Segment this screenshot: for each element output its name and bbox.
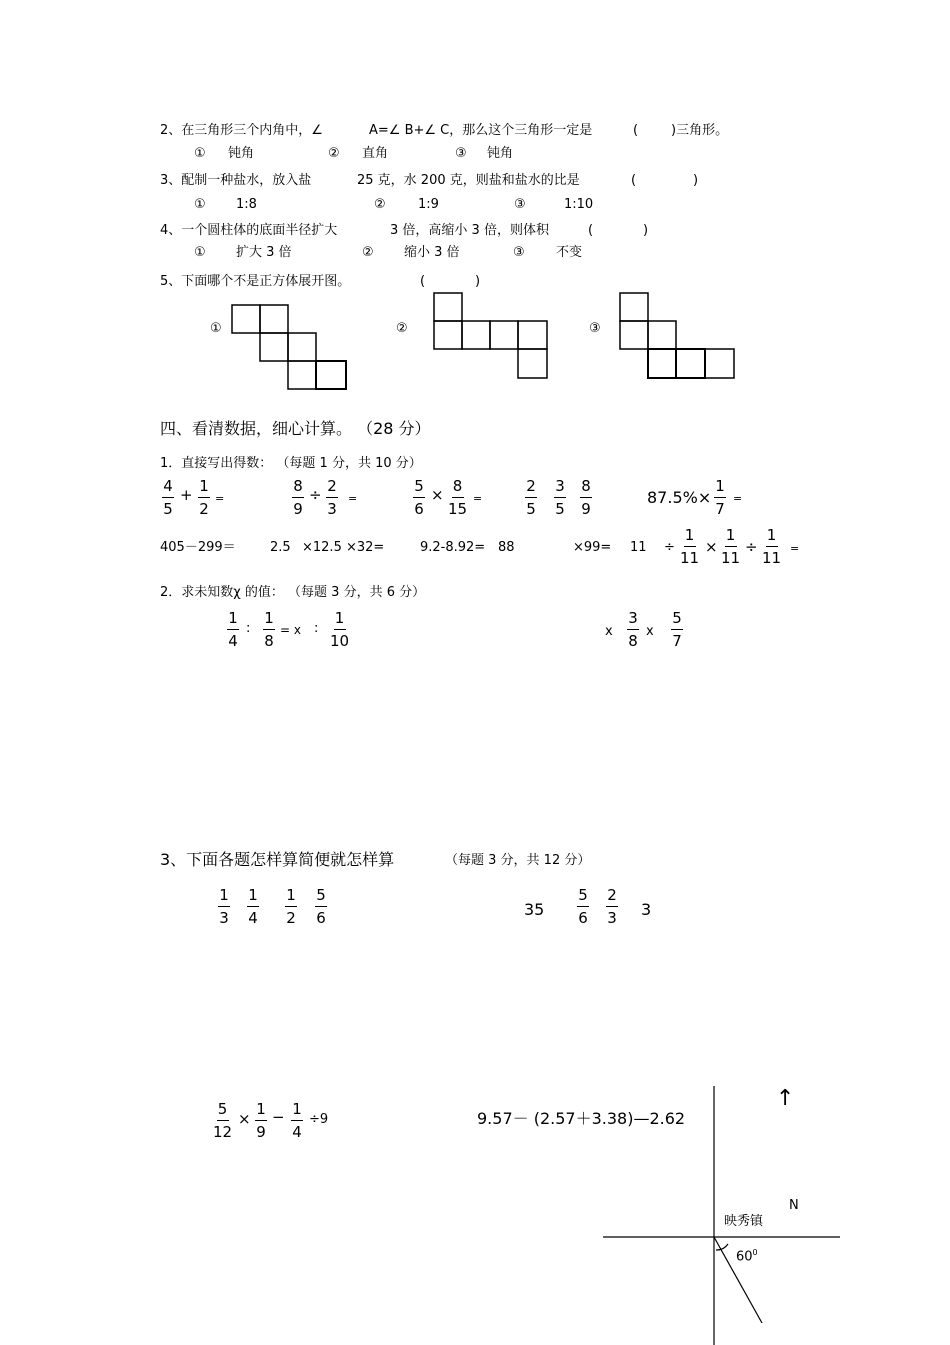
cube-net-2 xyxy=(434,293,547,378)
cube-net-3 xyxy=(620,293,734,378)
part-2-title: 2．求未知数χ 的值： （每题 3 分，共 6 分） xyxy=(160,585,426,600)
variable-x: x xyxy=(605,624,613,639)
expr-11: 11 xyxy=(630,540,647,555)
q2-option-2: 直角 xyxy=(362,146,389,161)
q4-option-2-mark: ② xyxy=(362,245,374,260)
q4-text: 4、一个圆柱体的底面半径扩大 xyxy=(160,223,338,238)
fraction: $\frac{1}{11}$ xyxy=(721,526,741,567)
part-3-title: 3、下面各题怎样算简便就怎样算 xyxy=(160,850,395,869)
fraction: $\frac{5}{6}$ xyxy=(316,886,326,927)
fraction: $\frac{1}{2}$ xyxy=(286,886,296,927)
expr-subtraction: 405－299＝ xyxy=(160,540,236,555)
q3-option-1: 1:8 xyxy=(236,197,257,212)
ratio-colon: : xyxy=(246,621,251,636)
expr-88: 88 xyxy=(498,540,515,555)
q3-option-2: 1:9 xyxy=(418,197,439,212)
fraction: $\frac{1}{9}$ xyxy=(256,1100,266,1141)
q3-option-3: 1:10 xyxy=(564,197,594,212)
net-label-3: ③ xyxy=(589,321,601,336)
variable-x: x xyxy=(646,624,654,639)
fraction: $\frac{2}{3}$ xyxy=(327,477,337,518)
fraction: $\frac{8}{9}$ xyxy=(581,477,591,518)
north-label: N xyxy=(789,1198,799,1213)
fraction: $\frac{1}{4}$ xyxy=(292,1100,302,1141)
equals-x: = x xyxy=(280,623,301,637)
q3-option-3-mark: ③ xyxy=(514,197,526,212)
net-label-1: ① xyxy=(210,321,222,336)
fraction: $\frac{3}{5}$ xyxy=(555,477,565,518)
fraction: $\frac{2}{3}$ xyxy=(607,886,617,927)
expr-num: 2.5 xyxy=(270,540,291,555)
net-label-2: ② xyxy=(396,321,408,336)
q4-option-3: 不变 xyxy=(556,245,583,260)
fraction: $\frac{1}{4}$ xyxy=(228,609,238,650)
minus-sign: − xyxy=(272,1108,285,1126)
q4-option-2: 缩小 3 倍 xyxy=(404,245,460,260)
q2-option-3-mark: ③ xyxy=(455,146,467,161)
q3-option-2-mark: ② xyxy=(374,197,386,212)
q4-option-3-mark: ③ xyxy=(513,245,525,260)
q5-text: 5、下面哪个不是正方体展开图。 xyxy=(160,274,351,289)
q4-paren-open: ( xyxy=(588,223,594,238)
number-35: 35 xyxy=(524,900,545,919)
q3-text-b: 25 克，水 200 克，则盐和盐水的比是 xyxy=(357,173,580,188)
expr-times-99: ×99= xyxy=(573,540,612,555)
equals-sign: = xyxy=(790,542,800,555)
divide-sign: ÷ xyxy=(745,538,758,556)
fraction: $\frac{1}{11}$ xyxy=(762,526,782,567)
fraction: $\frac{8}{9}$ xyxy=(293,477,303,518)
part-1-title: 1．直接写出得数： （每题 1 分，共 10 分） xyxy=(160,456,422,471)
q2-paren-open: ( xyxy=(633,123,639,138)
times-sign: × xyxy=(431,486,444,504)
q3-paren-open: ( xyxy=(631,173,637,188)
equals-sign: = xyxy=(215,492,225,505)
fraction: $\frac{1}{11}$ xyxy=(680,526,700,567)
town-label: 映秀镇 xyxy=(724,1214,764,1229)
ratio-colon: : xyxy=(314,621,319,636)
times-sign: × xyxy=(705,538,718,556)
percent-expression: 87.5%× xyxy=(647,488,712,507)
q2-option-2-mark: ② xyxy=(328,146,340,161)
times-sign: × xyxy=(238,1110,251,1128)
expr-divide: ÷ xyxy=(664,540,675,555)
divide-9: ÷9 xyxy=(309,1112,329,1127)
fraction: $\frac{2}{5}$ xyxy=(526,477,536,518)
q5-paren-close: ) xyxy=(475,274,481,289)
divide-sign: ÷ xyxy=(309,486,322,504)
north-arrow-icon: ↑ xyxy=(776,1086,795,1111)
fraction: $\frac{5}{6}$ xyxy=(578,886,588,927)
fraction: $\frac{4}{5}$ xyxy=(163,477,173,518)
fraction: $\frac{5}{12}$ xyxy=(213,1100,233,1141)
section-4-title: 四、看清数据，细心计算。 （28 分） xyxy=(160,419,431,438)
q4-paren-close: ) xyxy=(643,223,649,238)
q3-text: 3、配制一种盐水，放入盐 xyxy=(160,173,312,188)
fraction: $\frac{1}{7}$ xyxy=(715,477,725,518)
equals-sign: = xyxy=(348,492,358,505)
fraction: $\frac{1}{4}$ xyxy=(248,886,258,927)
q3-option-1-mark: ① xyxy=(194,197,206,212)
q2-option-1: 钝角 xyxy=(228,146,255,161)
equals-sign: = xyxy=(473,492,483,505)
fraction: $\frac{8}{15}$ xyxy=(448,477,468,518)
fraction: $\frac{3}{8}$ xyxy=(628,609,638,650)
q5-paren-open: ( xyxy=(420,274,426,289)
q4-text-b: 3 倍，高缩小 3 倍，则体积 xyxy=(390,223,549,238)
number-3: 3 xyxy=(641,900,652,919)
expr-multiply: ×12.5 ×32= xyxy=(302,540,385,555)
plus-sign: + xyxy=(180,486,193,504)
expr-decimal: 9.2-8.92= xyxy=(420,540,486,555)
q2-text-b: A=∠ B+∠ C，那么这个三角形一定是 xyxy=(369,123,593,138)
equals-sign: = xyxy=(733,492,743,505)
q2-option-1-mark: ① xyxy=(194,146,206,161)
q2-option-3: 钝角 xyxy=(487,146,514,161)
fraction: $\frac{5}{6}$ xyxy=(414,477,424,518)
expression-4: 9.57－ (2.57＋3.38)—2.62 xyxy=(477,1109,686,1128)
fraction: $\frac{5}{7}$ xyxy=(672,609,682,650)
fraction: $\frac{1}{8}$ xyxy=(264,609,274,650)
q4-option-1-mark: ① xyxy=(194,245,206,260)
cube-net-1 xyxy=(232,305,346,389)
part-3-note: （每题 3 分，共 12 分） xyxy=(445,853,591,868)
angle-label: $60^0$ xyxy=(736,1248,758,1265)
fraction: $\frac{1}{3}$ xyxy=(219,886,229,927)
q2-text: 2、在三角形三个内角中，∠ xyxy=(160,123,323,138)
q4-option-1: 扩大 3 倍 xyxy=(236,245,292,260)
q2-paren-close: )三角形。 xyxy=(671,123,729,138)
fraction: $\frac{1}{2}$ xyxy=(199,477,209,518)
fraction: $\frac{1}{10}$ xyxy=(330,609,350,650)
q3-paren-close: ) xyxy=(693,173,699,188)
